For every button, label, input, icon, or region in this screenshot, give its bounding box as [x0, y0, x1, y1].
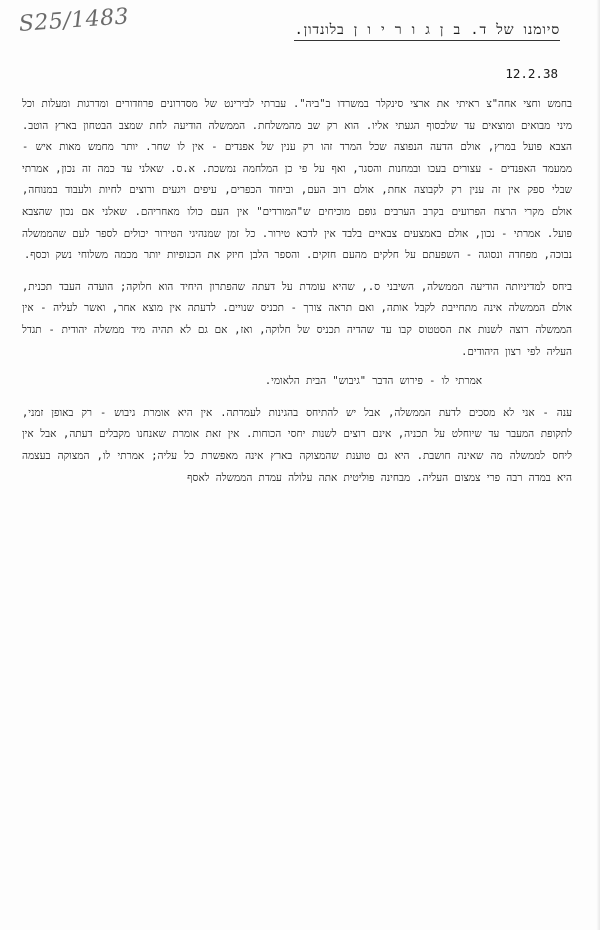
document-date: 12.2.38	[505, 66, 558, 81]
scan-edge-shadow	[596, 0, 600, 930]
paragraph-4: ענה - אני לא מסכים לדעת הממשלה, אבל יש להתיחס בהגינות לעמדתה. אין היא אומרת גיבוש - רק באופן זמני, לתקופת המעבר עד שיוחלט על תכניה, אינם רוצים לשנות יחסי הכוחות. אין זאת אומרת שאנחנו מקבלים דעתה, אבל אין ליחס לממשלה מה שאינה חושבת. היא גם טוענת שהמצוקה בארץ אינה מאפשרת כל עליה; אמרתי לו, המצוקה בעצמה היא במדה רבה פרי צמצום העליה. מבחינה פוליטית אתה עלולה עמדת הממשלה לאסף	[22, 406, 572, 484]
paragraph-3: אמרתי לו - פירוש הדבר "גיבוש" הבית הלאומי.	[264, 375, 482, 388]
handwritten-archive-number: S25/1483	[18, 4, 130, 37]
paragraph-1: בחמש וחצי אחה"צ ראיתי את ארצי סינקלר במשרדו ב"ביה". עברתי לבירינט של מסדרונים פרוזדורים ומדרגות ומעלות וכל מיני מבואים ומוצאים עד שלבסוף הגעתי אליו. הוא רק שב מהמשלחת. הממשלה הודיעה לחת שמצב הבטחון בארץ הוטב. הצבא פועל במרץ, אולם הדעה הנפוצה שכל המרד זהו רק ענין של אפנדים - אין לו שחר. יותר מחמש מאות איש - ממעמד האפנדים - עצורים בעכו ובמחנות והסגר, ואף על פי כן המלחמה נמשכת. א.ס. שאלני עד כמה זה נכון, אמרתי שבלי ספק אין זה ענין רק לקבוצה אחת, אולם רוב העם, וביחוד הכפרים, עיפים ויגעים ורוצים לחיות ולעבוד במנוחה, אולם מקרי הרצח הפרועים בקרב הערבים גופם מוכיחים ש"המורדים" אין העם כולו מאחריהם. שאלני אם נכון שהצבא פועל. אמרתי - נכון, אולם באמצעים צבאיים בלבד אין לדכא טירור. כל זמן שמנהיגי הטירור יכולים לספר לעם שהממשלה נבוכה, מפחדה ונסוגה - השפעתם על חלקים מהעם חזקים. והספר הלבן חיזק את הכנופיות יותר מכמה משלוחי נשק וכסף.	[22, 98, 572, 262]
document-body	[22, 94, 572, 489]
document-title: סיומנו של ד. ב ן ג ו ר י ו ן בלונדון.	[294, 22, 560, 41]
paragraph-2: ביחס למדיניותה הודיעה הממשלה, השיבני ס., שהיא עומדת על דעתה שהפתרון היחיד הוא חלוקה; הועדה העבד תכנית, אולם הממשלה אינה מתחייבת לקבל אותה, ואם תראה צורך - תכניס שנויים. לדעתה אין מוצא אחר, ואשר לעליה - אין הממשלה רוצה לשנות את הסטטוס קבו עד שהדיה תכניס של חלוקה, ואז, אם גם לא תהיה מיד ממשלה יהודית - תגדל העליה לפי רצון היהודים.	[22, 280, 572, 358]
